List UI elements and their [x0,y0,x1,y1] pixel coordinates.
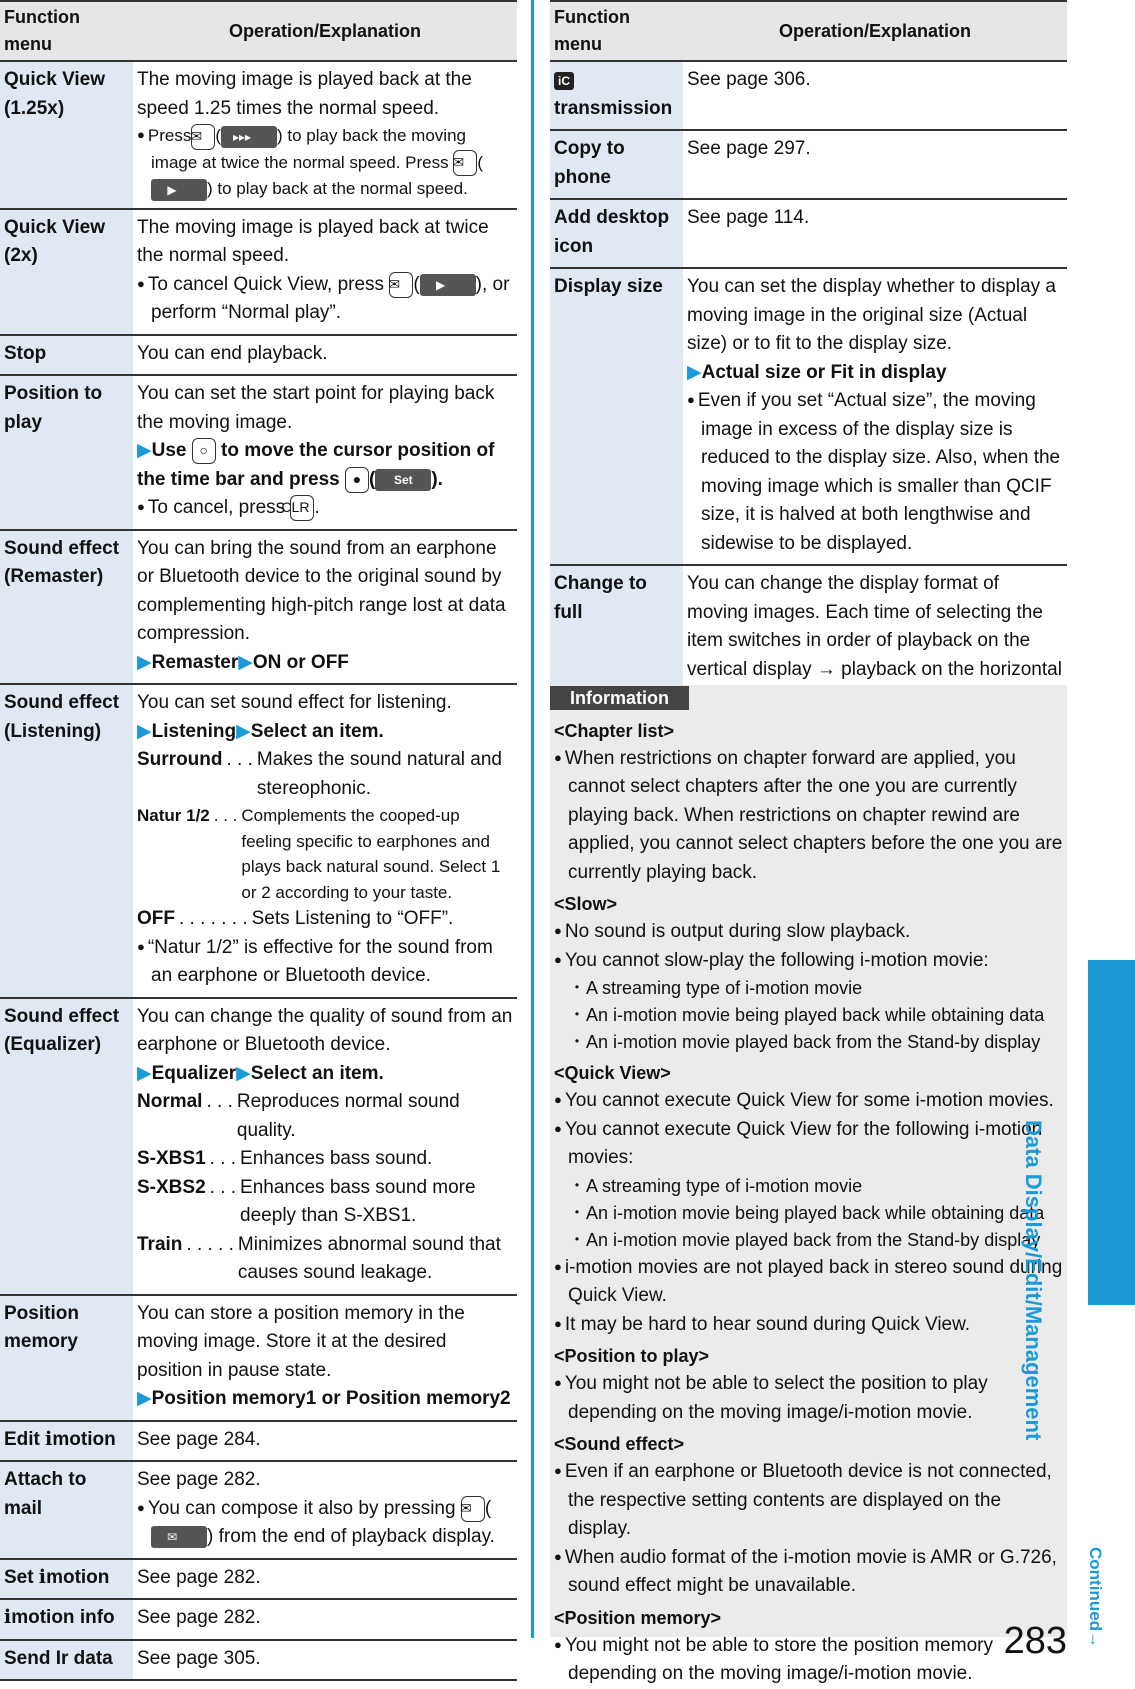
table-row [0,998,517,1295]
function-name: Attach to mail [0,1461,133,1559]
info-bullet: ● You cannot slow-play the following i-motion movie: [554,947,1063,976]
function-name: ℹmotion info [0,1599,133,1640]
function-name: Edit ℹmotion [0,1421,133,1462]
table-header [0,1,517,61]
table-row [0,1559,517,1600]
section-tab [1088,960,1135,1305]
nav-key-icon: ○ [192,438,216,464]
function-name: Add desktop icon [550,199,683,268]
description: The moving image is played back at twice the normal speed. [137,216,489,267]
operation-cell [133,375,517,530]
play-icon: ▶ [151,179,207,201]
function-name: Set ℹmotion [0,1559,133,1600]
function-name: Copy to phone [550,130,683,199]
operation-cell [133,530,517,685]
section-title: Data Display/Edit/Management [1021,1120,1046,1441]
function-name: iC transmission [550,61,683,130]
info-heading: <Slow> [554,894,618,914]
function-name: Stop [0,335,133,376]
header-function-menu: Function menu [0,1,133,61]
page-number: 283 [1003,1620,1067,1662]
left-column [0,0,517,1681]
function-table-right [550,0,1067,749]
info-heading: <Quick View> [554,1063,671,1083]
info-bullet: ● When audio format of the i-motion movie is AMR or G.726, sound effect might be unavailable. [554,1544,1063,1601]
table-row [0,1421,517,1462]
description: You can store a position memory in the moving image. Store it at the desired position in pause state. [137,1302,465,1381]
procedure-step: ▶Remaster▶ON or OFF [137,651,349,673]
play-icon: ▶ [420,274,476,296]
table-row [550,268,1067,565]
info-bullet: ● Even if an earphone or Bluetooth device is not connected, the respective setting contents are displayed on the display. [554,1458,1063,1544]
option-item: Natur 1/2 . . . Complements the cooped-up feeling specific to earphones and plays back natural sound. Select 1 or 2 according to your taste. [137,806,501,902]
header-function-menu: Function menu [550,1,683,61]
info-subitem: ・An i-motion movie played back from the Stand-by display [568,1229,1041,1250]
table-row [0,1295,517,1421]
info-heading: <Sound effect> [554,1434,685,1454]
info-bullet: ● You cannot execute Quick View for some i-motion movies. [554,1087,1063,1116]
description: See page 282. [137,1469,261,1491]
procedure-step: ▶Position memory1 or Position memory2 [137,1388,511,1410]
mail-key-icon: ✉ [461,1496,485,1522]
info-subitem: ・A streaming type of i-motion movie [568,978,863,998]
operation-cell [683,268,1067,565]
info-heading: <Position memory> [554,1607,722,1628]
option-item: Surround . . . Makes the sound natural and stereophonic. [137,749,502,799]
bullet: ● You can compose it also by pressing ✉ (✉ ) from the end of playback display. [137,1495,513,1552]
description: See page 284. [133,1421,517,1462]
info-subitem: ・An i-motion movie being played back while obtaining data [568,1005,1045,1025]
option-item: OFF . . . . . . . Sets Listening to “OFF”. [137,908,454,930]
operation-cell [133,61,517,209]
operation-cell [133,1461,517,1559]
table-row [0,530,517,685]
table-row [0,1599,517,1640]
procedure-step: ▶Equalizer▶Select an item. [137,1062,384,1084]
mail-key-icon: ✉ [389,272,413,298]
bullet: ● To cancel Quick View, press ✉ ( ▶ ), or perform “Normal play”. [137,271,513,328]
header-operation: Operation/Explanation [133,1,517,61]
operation-cell [133,1295,517,1421]
function-name: Quick View (2x) [0,209,133,335]
table-row [0,61,517,209]
center-key-icon: ● [345,467,369,493]
function-name: Sound effect (Remaster) [0,530,133,685]
description: See page 305. [133,1640,517,1681]
procedure-step: ▶Listening▶Select an item. [137,720,384,742]
option-item: S-XBS2 . . . Enhances bass sound more deeply than S-XBS1. [137,1176,476,1227]
info-subitem: ・A streaming type of i-motion movie [568,1175,863,1196]
option-item: Normal . . . Reproduces normal sound quality. [137,1091,460,1141]
bullet: ● To cancel, press CLR . [137,494,513,523]
description: You can bring the sound from an earphone or Bluetooth device to the original sound by complementing high-pitch range lost at data compression. [137,537,506,645]
description: You can set the start point for playing back the moving image. [137,383,495,433]
info-bullet: ● You might not be able to store the position memory depending on the moving image/i-motion movie. [554,1632,1063,1689]
table-row [550,130,1067,199]
option-item: S-XBS1 . . . Enhances bass sound. [137,1148,433,1170]
function-name: Position to play [0,375,133,530]
table-row [0,375,517,530]
function-name: Display size [550,268,683,565]
continued-label: Continued→ [1086,1547,1105,1649]
description: You can end playback. [133,335,517,376]
mail-key-icon: ✉ [191,124,215,150]
info-subitem: ・An i-motion movie played back from the Stand-by display [568,1032,1041,1052]
set-softkey-icon: Set [375,469,431,491]
right-column [550,0,1067,749]
table-row [0,684,517,998]
bullet: ● Even if you set “Actual size”, the moving image in excess of the display size is reduced to the display size. Also, when the moving image which is smaller than QCIF size, it is halved at both lengthwise and sidewise to be displayed. [687,387,1063,558]
function-name: Position memory [0,1295,133,1421]
operation-cell [133,684,517,998]
info-bullet: ● When restrictions on chapter forward are applied, you cannot select chapters after the one you are currently playing back. When restrictions on chapter rewind are applied, you cannot select chapters before the one you are currently playing back. [554,745,1063,888]
function-name: Send Ir data [0,1640,133,1681]
function-name: Quick View (1.25x) [0,61,133,209]
bullet: ● “Natur 1/2” is effective for the sound from an earphone or Bluetooth device. [137,934,513,991]
bullet: ● Press✉ ( ▸▸▸ ) to play back the moving image at twice the normal speed. Press ✉ (▶ ) to play back at the normal speed. [137,123,513,202]
option-item: Train . . . . . Minimizes abnormal sound that causes sound leakage. [137,1233,501,1284]
function-name: Sound effect (Listening) [0,684,133,998]
description: See page 306. [683,61,1067,130]
info-bullet: ● You cannot execute Quick View for the following i-motion movies: [554,1116,1063,1173]
table-row [0,335,517,376]
description: See page 297. [683,130,1067,199]
mail-key-icon: ✉ [453,150,477,176]
table-row [0,1640,517,1681]
info-subitem: ・An i-motion movie being played back while obtaining data [568,1202,1045,1223]
table-header [550,1,1067,61]
description: You can change the quality of sound from an earphone or Bluetooth device. [137,1005,513,1056]
description: You can set sound effect for listening. [137,692,452,714]
info-heading: <Chapter list> [554,720,675,741]
description: The moving image is played back at the speed 1.25 times the normal speed. [137,69,472,119]
function-name: Change to full [550,565,683,748]
procedure-step: ▶Use ○ to move the cursor position of the time bar and press ● ( Set ). [137,437,513,494]
table-row [550,61,1067,130]
table-row [0,209,517,335]
description: You can set the display whether to display a moving image in the original size (Actual size) or to fit to the display size. [687,276,1056,354]
info-bullet: ● i-motion movies are not played back in stereo sound during Quick View. [554,1254,1063,1311]
ir-icon: iC [554,72,574,90]
info-heading: <Position to play> [554,1346,710,1366]
information-tag: Information [550,686,689,710]
function-table-left [0,0,517,1681]
info-bullet: ● No sound is output during slow playback. [554,918,1063,947]
description: You can change the display format of moving images. Each time of selecting the item switches in order of playback on the vertical display → playback on the horizontal [683,565,1067,748]
mail-softkey-icon: ✉ [151,1526,207,1548]
info-bullet: ● You might not be able to select the position to play depending on the moving image/i-motion movie. [554,1370,1063,1427]
column-divider [531,0,534,1638]
operation-cell [133,998,517,1295]
operation-cell [133,209,517,335]
table-row [550,199,1067,268]
description: See page 114. [683,199,1067,268]
description: See page 282. [133,1599,517,1640]
info-bullet: ● It may be hard to hear sound during Quick View. [554,1311,1063,1340]
header-operation: Operation/Explanation [683,1,1067,61]
description: See page 282. [133,1559,517,1600]
table-row [0,1461,517,1559]
clr-key-icon: CLR [290,495,314,521]
procedure-step: ▶Actual size or Fit in display [687,361,947,383]
function-name: Sound effect (Equalizer) [0,998,133,1295]
fast-forward-icon: ▸▸▸ [221,126,277,148]
